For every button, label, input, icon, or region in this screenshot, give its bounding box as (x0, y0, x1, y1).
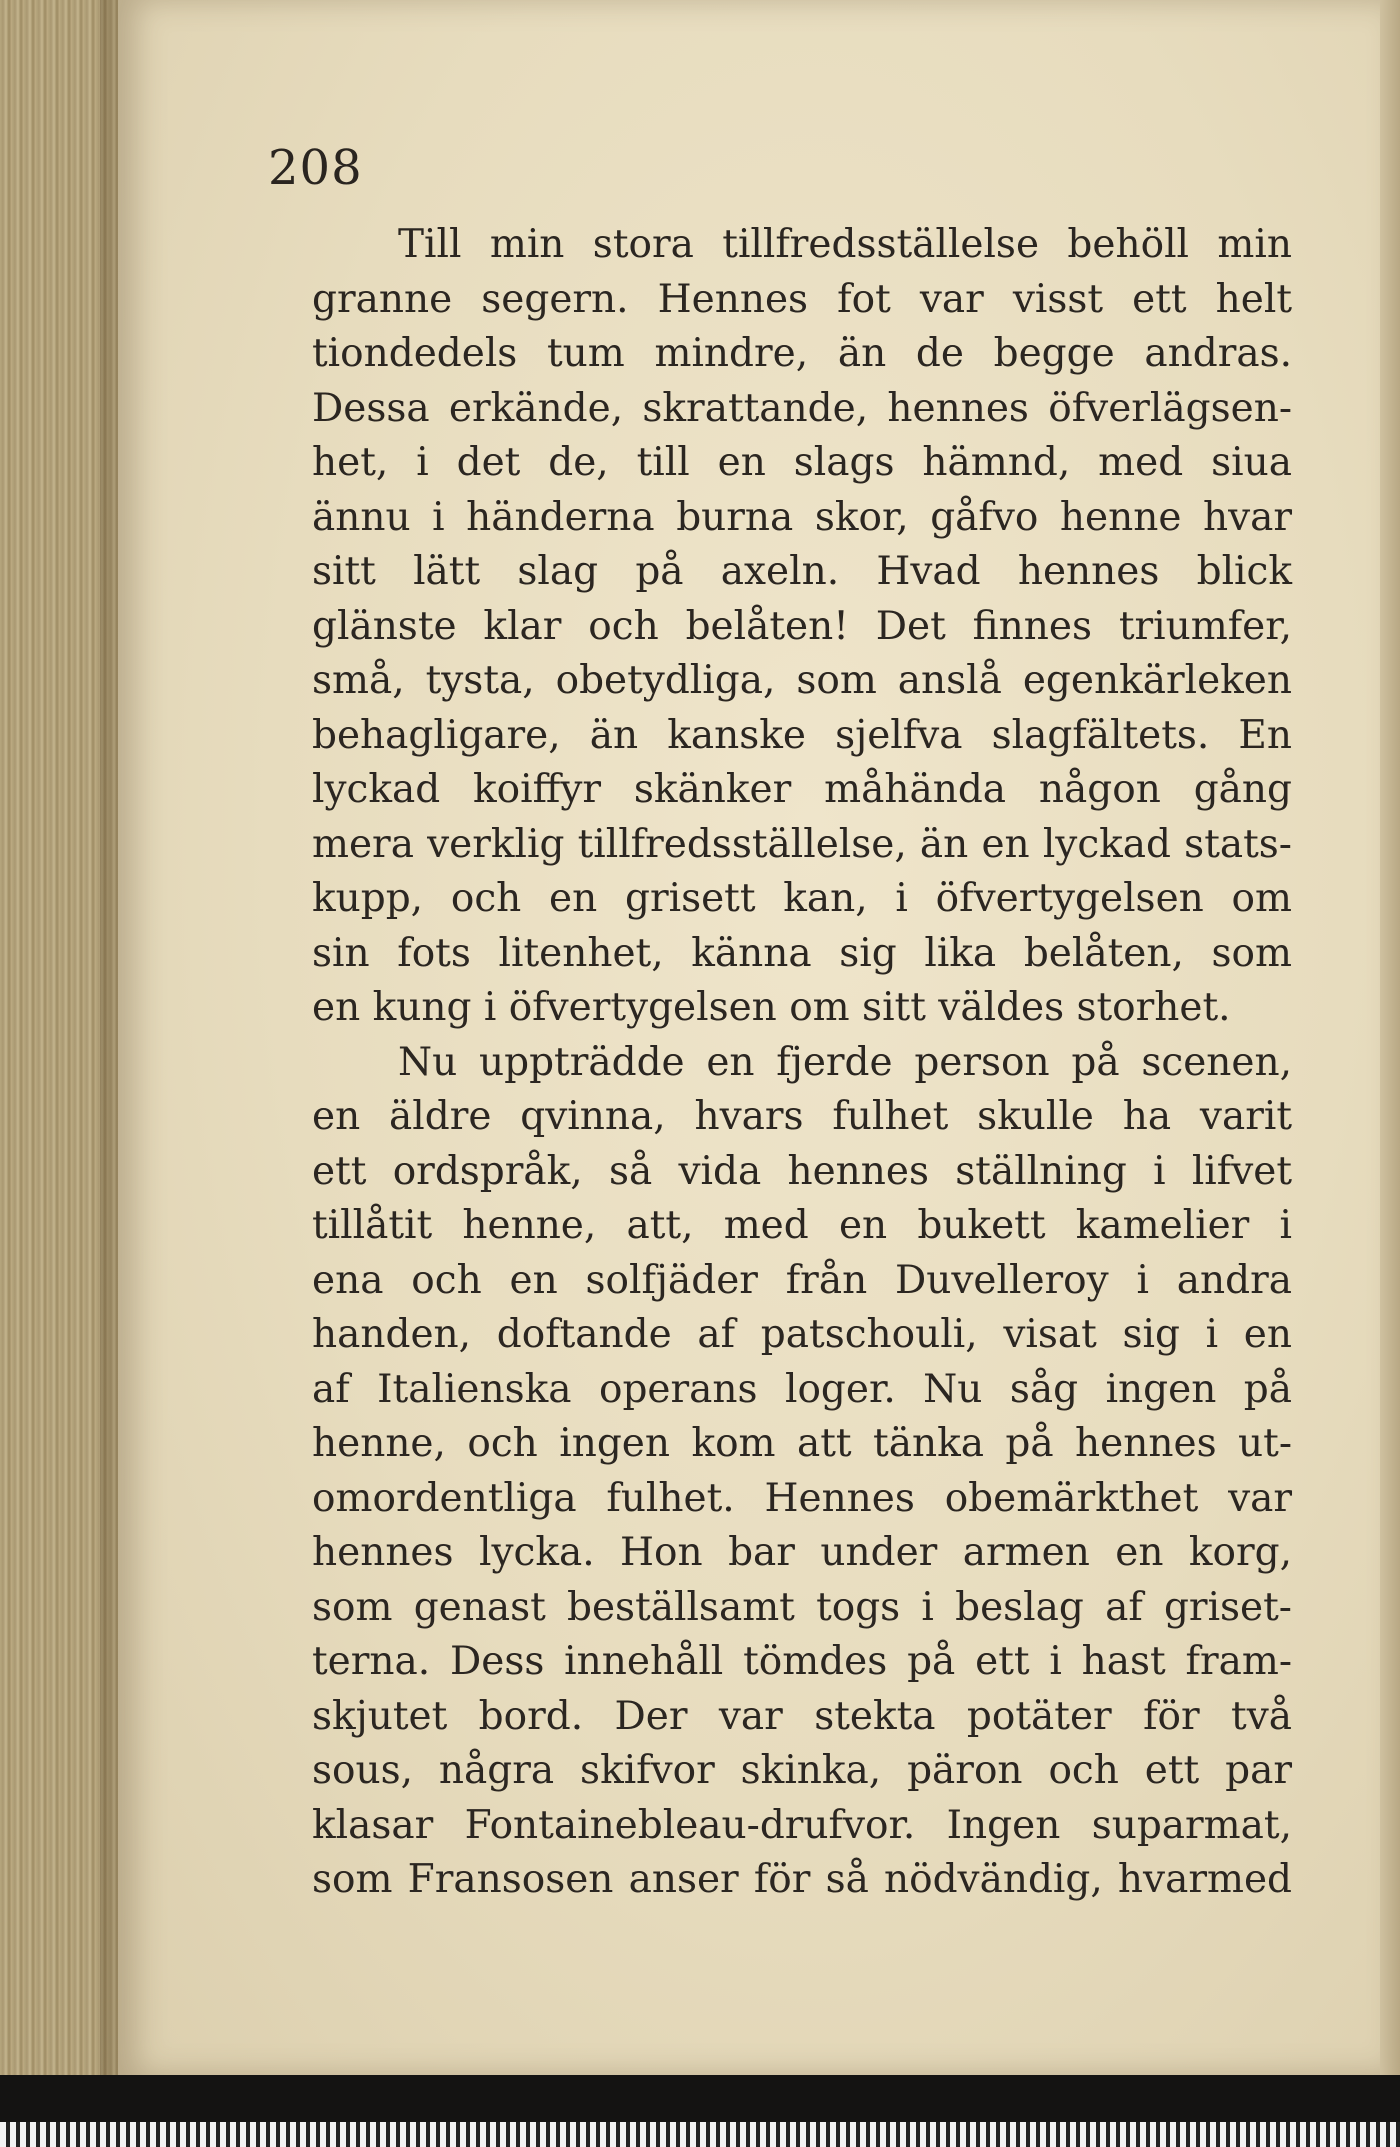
text-line: små, tysta, obetydliga, som anslå egenkärleken (312, 658, 1292, 703)
text-line: terna. Dess innehåll tömdes på ett i hast fram- (312, 1639, 1292, 1684)
text-line: klasar Fontainebleau-drufvor. Ingen suparmat, (312, 1802, 1292, 1848)
text-line: handen, doftande af patschouli, visat sig i en (312, 1312, 1292, 1357)
text-line: granne segern. Hennes fot var visst ett helt (312, 276, 1292, 322)
text-line: sin fots litenhet, känna sig lika belåten, som (312, 930, 1292, 976)
text-line: af Italienska operans loger. Nu såg ingen på (312, 1366, 1292, 1412)
text-line: sous, några skifvor skinka, päron och ett par (312, 1748, 1292, 1793)
text-line: omordentliga fulhet. Hennes obemärkthet var (312, 1475, 1292, 1521)
page-right-edge (1380, 0, 1400, 2075)
text-line: ena och en solfjäder från Duvelleroy i andra (312, 1257, 1292, 1303)
text-line: behagligare, än kanske sjelfva slagfältets. En (312, 712, 1292, 758)
text-line: tillåtit henne, att, med en bukett kamelier i (312, 1203, 1292, 1248)
text-line: ännu i händerna burna skor, gåfvo henne hvar (312, 494, 1292, 540)
text-line: sitt lätt slag på axeln. Hvad hennes blick (312, 549, 1292, 594)
text-line: som Fransosen anser för så nödvändig, hvarmed (312, 1857, 1292, 1902)
page-number: 208 (268, 140, 363, 196)
book-page-edges (0, 0, 130, 2075)
text-line: som genast beställsamt togs i beslag af griset- (312, 1584, 1292, 1630)
text-line: en kung i öfvertygelsen om sitt väldes storhet. (312, 985, 1231, 1030)
text-line: tiondedels tum mindre, än de begge andras. (312, 331, 1292, 376)
text-line: henne, och ingen kom att tänka på hennes ut- (312, 1421, 1292, 1466)
text-line: hennes lycka. Hon bar under armen en korg, (312, 1530, 1292, 1575)
text-line: Nu uppträdde en fjerde person på scenen, (398, 1039, 1292, 1085)
text-line: skjutet bord. Der var stekta potäter för två (312, 1693, 1292, 1739)
text-line: lyckad koiffyr skänker måhända någon gång (312, 767, 1292, 812)
text-line: kupp, och en grisett kan, i öfvertygelsen om (312, 876, 1292, 921)
text-line: en äldre qvinna, hvars fulhet skulle ha varit (312, 1094, 1292, 1139)
text-line: mera verklig tillfredsställelse, än en lyckad stats- (312, 821, 1292, 867)
body-text (312, 218, 1292, 1908)
text-line: Till min stora tillfredsställelse behöll min (398, 222, 1292, 267)
text-line: ett ordspråk, så vida hennes ställning i lifvet (312, 1148, 1292, 1194)
text-line: Dessa erkände, skrattande, hennes öfverlägsen- (312, 385, 1292, 431)
text-line: het, i det de, till en slags hämnd, med siua (312, 440, 1292, 485)
scan-scale-bar (0, 2122, 1400, 2147)
text-line: glänste klar och belåten! Det finnes triumfer, (312, 603, 1292, 649)
